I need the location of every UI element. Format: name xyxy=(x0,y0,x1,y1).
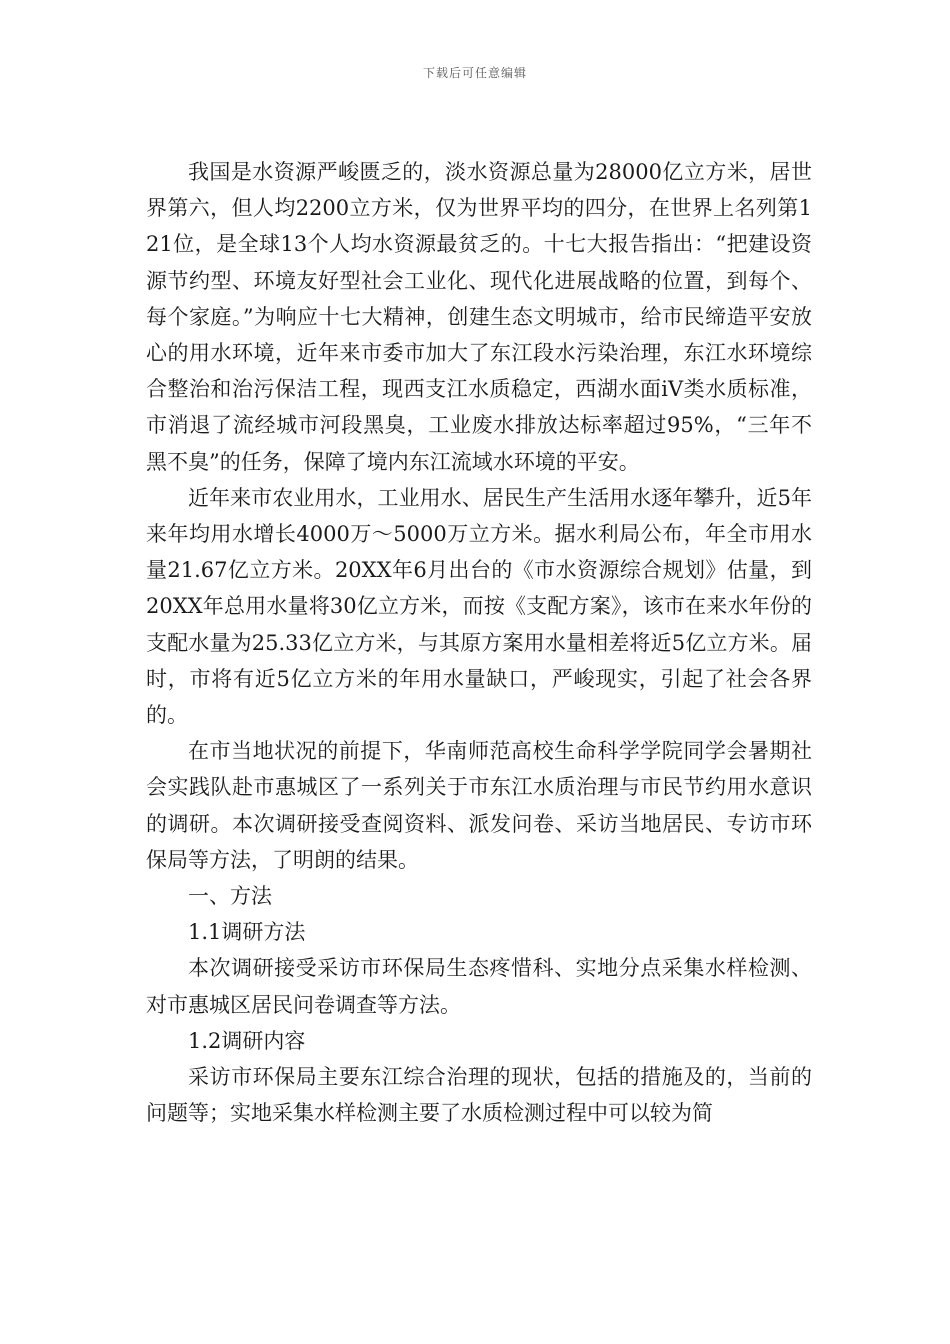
document-body xyxy=(146,154,812,1131)
subsection-heading-research-methods: 1.1调研方法 xyxy=(188,920,306,945)
paragraph-research-content: 采访市环保局主要东江综合治理的现状，包括的措施及的，当前的问题等；实地采集水样检测主要了水质检测过程中可以较为简 xyxy=(146,1065,812,1126)
paragraph-research-overview: 在市当地状况的前提下，华南师范高校生命科学学院同学会暑期社会实践队赴市惠城区了一系列关于市东江水质治理与市民节约用水意识的调研。本次调研接受查阅资料、派发问卷、采访当地居民、专访市环保局等方法，了明朗的结果。 xyxy=(146,739,812,872)
paragraph-water-usage: 近年来市农业用水，工业用水、居民生产生活用水逐年攀升，近5年来年均用水增长4000万～5000万立方米。据水利局公布，年全市用水量21.67亿立方米。20XX年6月出台的《市水资源综合规划》估量，到20XX年总用水量将30亿立方米，而按《支配方案》，该市在来水年份的支配水量为25.33亿立方米，与其原方案用水量相差将近5亿立方米。届时，市将有近5亿立方米的年用水量缺口，严峻现实，引起了社会各界的。 xyxy=(146,485,812,728)
header-note: 下载后可任意编辑 xyxy=(422,66,527,80)
section-heading-methods: 一、方法 xyxy=(188,884,272,909)
paragraph-research-methods: 本次调研接受采访市环保局生态疼惜科、实地分点采集水样检测、对市惠城区居民问卷调查等方法。 xyxy=(146,956,812,1017)
paragraph-intro: 我国是水资源严峻匮乏的，淡水资源总量为28000亿立方米，居世界第六，但人均2200立方米，仅为世界平均的四分，在世界上名列第121位，是全球13个人均水资源最贫乏的。十七大报告指出：“把建设资源节约型、环境友好型社会工业化、现代化进展战略的位置，到每个、每个家庭。”为响应十七大精神，创建生态文明城市，给市民缔造平安放心的用水环境，近年来市委市加大了东江段水污染治理，东江水环境综合整治和治污保洁工程，现西支江水质稳定，西湖水面iV类水质标准，市消退了流经城市河段黑臭，工业废水排放达标率超过95%，“三年不黑不臭”的任务，保障了境内东江流域水环境的平安。 xyxy=(146,160,812,474)
subsection-heading-research-content: 1.2调研内容 xyxy=(188,1028,306,1053)
